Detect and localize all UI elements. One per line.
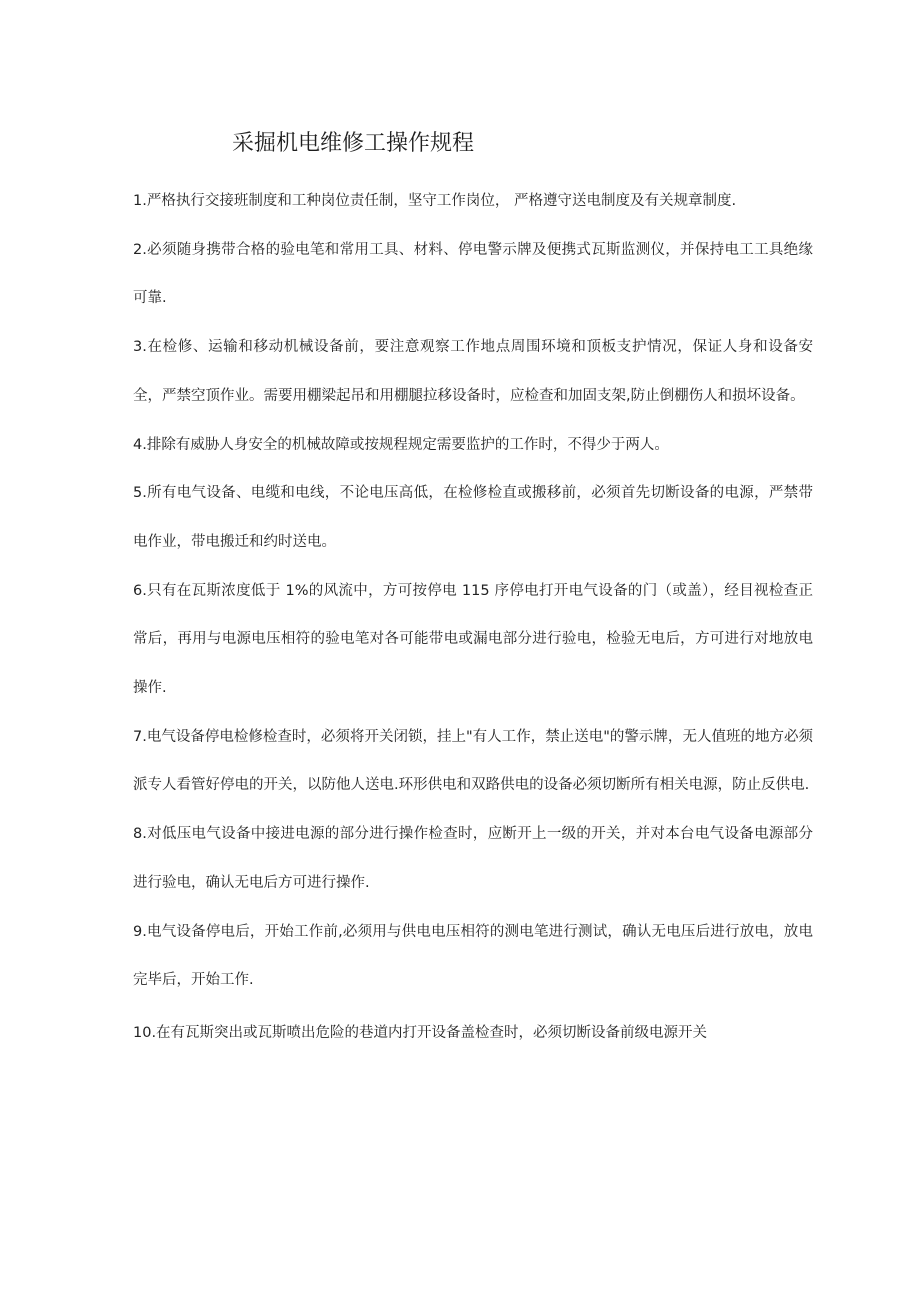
clause-9: 9.电气设备停电后，开始工作前,必须用与供电电压相符的测电笔进行测试，确认无电压后进行放电，放电完毕后，开始工作. — [133, 923, 813, 989]
clause-8: 8.对低压电气设备中接进电源的部分进行操作检查时，应断开上一级的开关，并对本台电气设备电源部分进行验电，确认无电后方可进行操作. — [133, 826, 813, 891]
clause-10: 10.在有瓦斯突出或瓦斯喷出危险的巷道内打开设备盖检查时，必须切断设备前级电源开关 — [133, 1024, 708, 1041]
clause-3: 3.在检修、运输和移动机械设备前，要注意观察工作地点周围环境和顶板支护情况，保证人身和设备安全，严禁空顶作业。需要用棚梁起吊和用棚腿拉移设备时，应检查和加固支架,防止倒棚伤人和损坏设备。 — [133, 339, 813, 404]
clause-5: 5.所有电气设备、电缆和电线，不论电压高低，在检修检直或搬移前，必须首先切断设备的电源，严禁带电作业，带电搬迁和约时送电。 — [133, 485, 813, 550]
clause-2: 2.必须随身携带合格的验电笔和常用工具、材料、停电警示牌及便携式瓦斯监测仪，并保持电工工具绝缘可靠. — [133, 241, 813, 307]
clause-7: 7.电气设备停电检修检查时，必须将开关闭锁，挂上"有人工作，禁止送电"的警示牌，无人值班的地方必须派专人看管好停电的开关，以防他人送电.环形供电和双路供电的设备必须切断所有相关电源，防止反供电. — [133, 728, 813, 794]
clause-1: 1.严格执行交接班制度和工种岗位责任制，坚守工作岗位， 严格遵守送电制度及有关规章制度. — [133, 193, 737, 209]
clause-list — [133, 177, 813, 1058]
clause-4: 4.排除有威胁人身安全的机械故障或按规程规定需要监护的工作时，不得少于两人。 — [133, 436, 669, 453]
document-title: 采掘机电维修工操作规程 — [232, 131, 475, 156]
clause-6: 6.只有在瓦斯浓度低于 1%的风流中，方可按停电 115 序停电打开电气设备的门（或盖），经目视检查正常后，再用与电源电压相符的验电笔对各可能带电或漏电部分进行验电，检验无电后，方可进行对地放电操作. — [133, 582, 813, 697]
